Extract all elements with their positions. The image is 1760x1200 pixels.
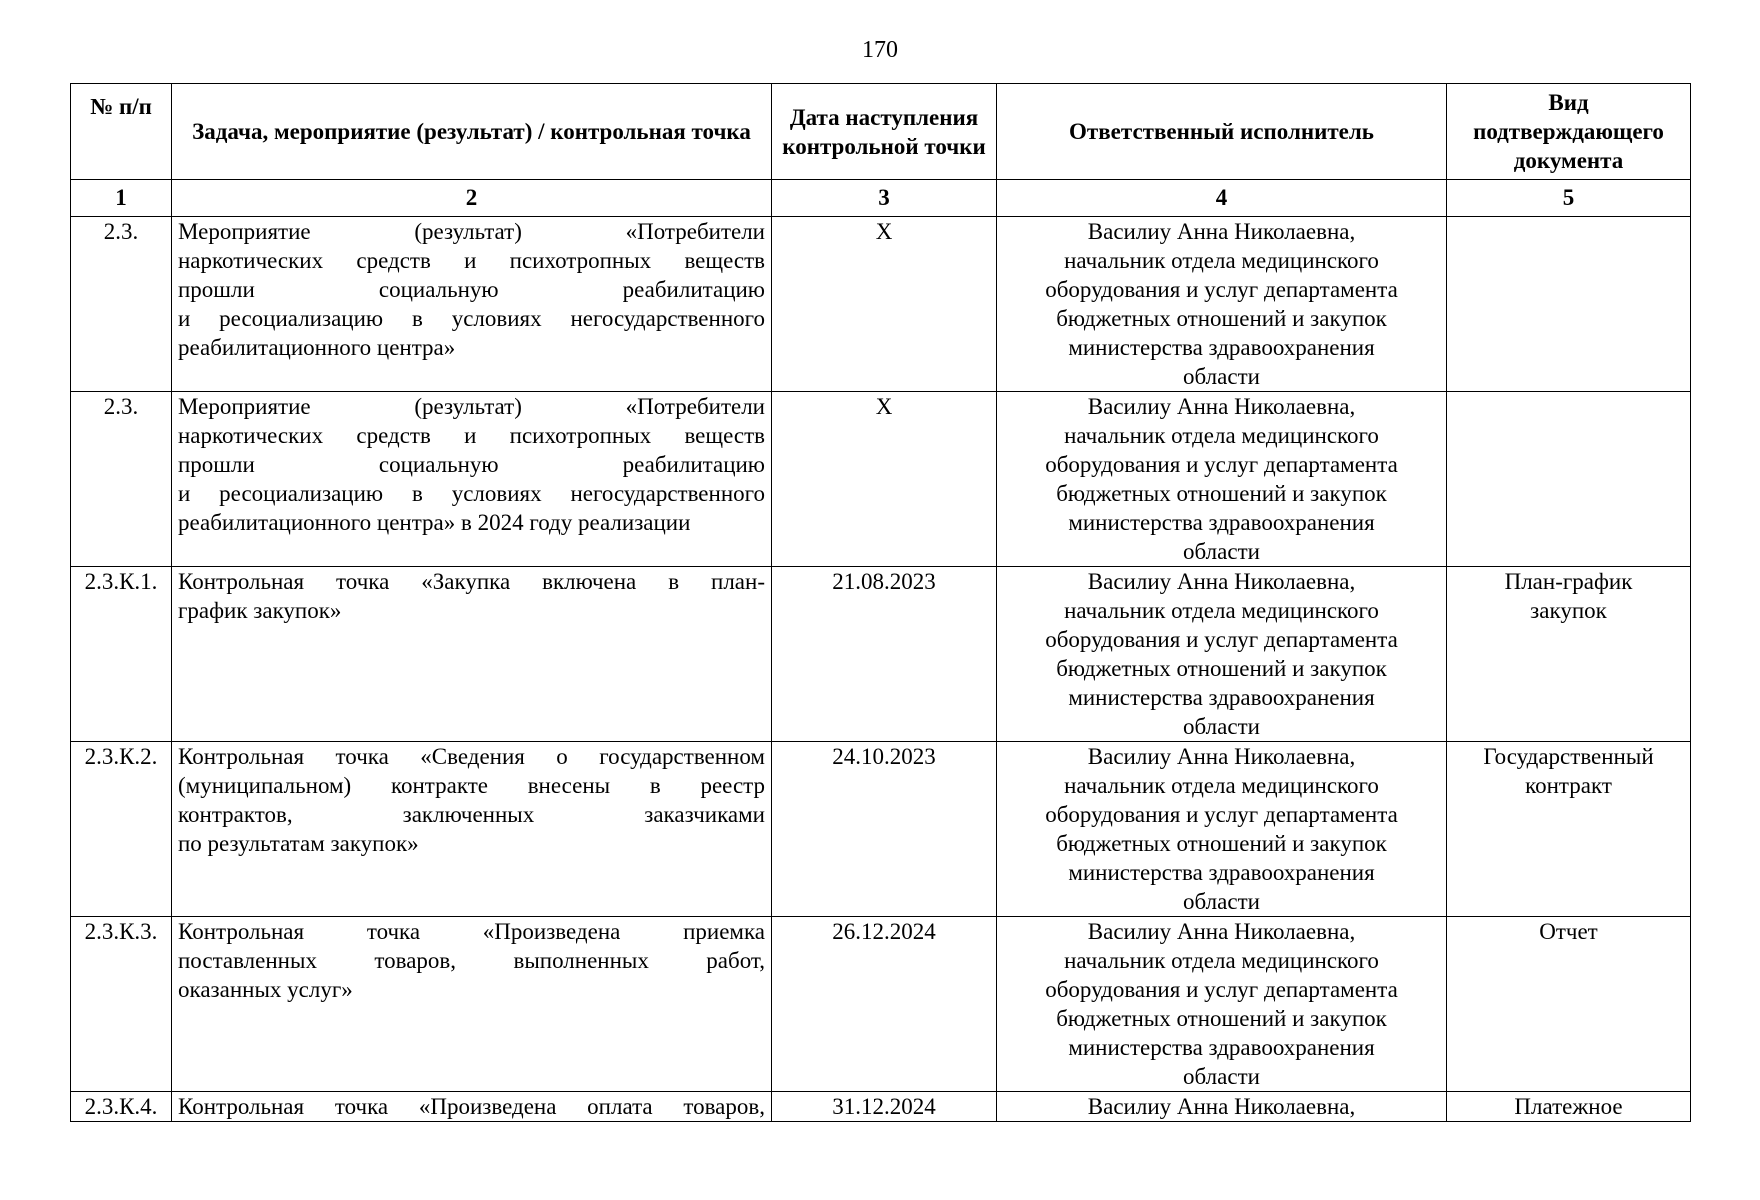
responsible-cell: Василиу Анна Николаевна, начальник отдела медицинского оборудования и услуг департамента бюджетных отношений и закупок министерства здравоохранения области [997, 567, 1447, 742]
row-number: 2.3.К.2. [71, 742, 172, 917]
table-row [71, 917, 1691, 1092]
column-number: 5 [1447, 180, 1691, 217]
header-task: Задача, мероприятие (результат) / контрольная точка [172, 84, 772, 180]
task-cell: Контрольная точка «Произведена оплата товаров, [172, 1092, 772, 1122]
date-cell: 26.12.2024 [772, 917, 997, 1092]
responsible-cell: Василиу Анна Николаевна, начальник отдела медицинского оборудования и услуг департамента бюджетных отношений и закупок министерства здравоохранения области [997, 392, 1447, 567]
column-number: 1 [71, 180, 172, 217]
header-document: Вид подтверждающего документа [1447, 84, 1691, 180]
task-cell: Мероприятие (результат) «Потребители наркотических средств и психотропных веществ прошли социальную реабилитацию и ресоциализацию в условиях негосударственного реабилитационного центра» в 2024 году реализации [172, 392, 772, 567]
responsible-cell: Василиу Анна Николаевна, начальник отдела медицинского оборудования и услуг департамента бюджетных отношений и закупок министерства здравоохранения области [997, 742, 1447, 917]
task-cell: Контрольная точка «Закупка включена в план- график закупок» [172, 567, 772, 742]
task-cell: Мероприятие (результат) «Потребители наркотических средств и психотропных веществ прошли социальную реабилитацию и ресоциализацию в условиях негосударственного реабилитационного центра» [172, 217, 772, 392]
date-cell: 31.12.2024 [772, 1092, 997, 1122]
responsible-cell: Василиу Анна Николаевна, начальник отдела медицинского оборудования и услуг департамента бюджетных отношений и закупок министерства здравоохранения области [997, 217, 1447, 392]
table-row [71, 392, 1691, 567]
document-cell: План-график закупок [1447, 567, 1691, 742]
header-responsible: Ответственный исполнитель [997, 84, 1447, 180]
control-points-table [70, 83, 1691, 1122]
column-number: 2 [172, 180, 772, 217]
column-number-row [71, 180, 1691, 217]
responsible-cell: Василиу Анна Николаевна, [997, 1092, 1447, 1122]
row-number: 2.3. [71, 392, 172, 567]
responsible-cell: Василиу Анна Николаевна, начальник отдела медицинского оборудования и услуг департамента бюджетных отношений и закупок министерства здравоохранения области [997, 917, 1447, 1092]
document-cell [1447, 392, 1691, 567]
document-cell: Государственный контракт [1447, 742, 1691, 917]
table-header-row [71, 84, 1691, 180]
row-number: 2.3.К.3. [71, 917, 172, 1092]
table-row [71, 567, 1691, 742]
document-cell [1447, 217, 1691, 392]
table-row [71, 1092, 1691, 1122]
column-number: 3 [772, 180, 997, 217]
table-row [71, 217, 1691, 392]
header-number: № п/п [71, 84, 172, 180]
date-cell: Х [772, 217, 997, 392]
date-cell: Х [772, 392, 997, 567]
date-cell: 21.08.2023 [772, 567, 997, 742]
task-cell: Контрольная точка «Сведения о государственном (муниципальном) контракте внесены в реестр контрактов, заключенных заказчиками по результатам закупок» [172, 742, 772, 917]
document-cell: Платежное [1447, 1092, 1691, 1122]
row-number: 2.3.К.4. [71, 1092, 172, 1122]
date-cell: 24.10.2023 [772, 742, 997, 917]
row-number: 2.3.К.1. [71, 567, 172, 742]
task-cell: Контрольная точка «Произведена приемка поставленных товаров, выполненных работ, оказанных услуг» [172, 917, 772, 1092]
header-date: Дата наступления контрольной точки [772, 84, 997, 180]
table-row [71, 742, 1691, 917]
page-number: 170 [862, 37, 898, 63]
column-number: 4 [997, 180, 1447, 217]
row-number: 2.3. [71, 217, 172, 392]
document-cell: Отчет [1447, 917, 1691, 1092]
